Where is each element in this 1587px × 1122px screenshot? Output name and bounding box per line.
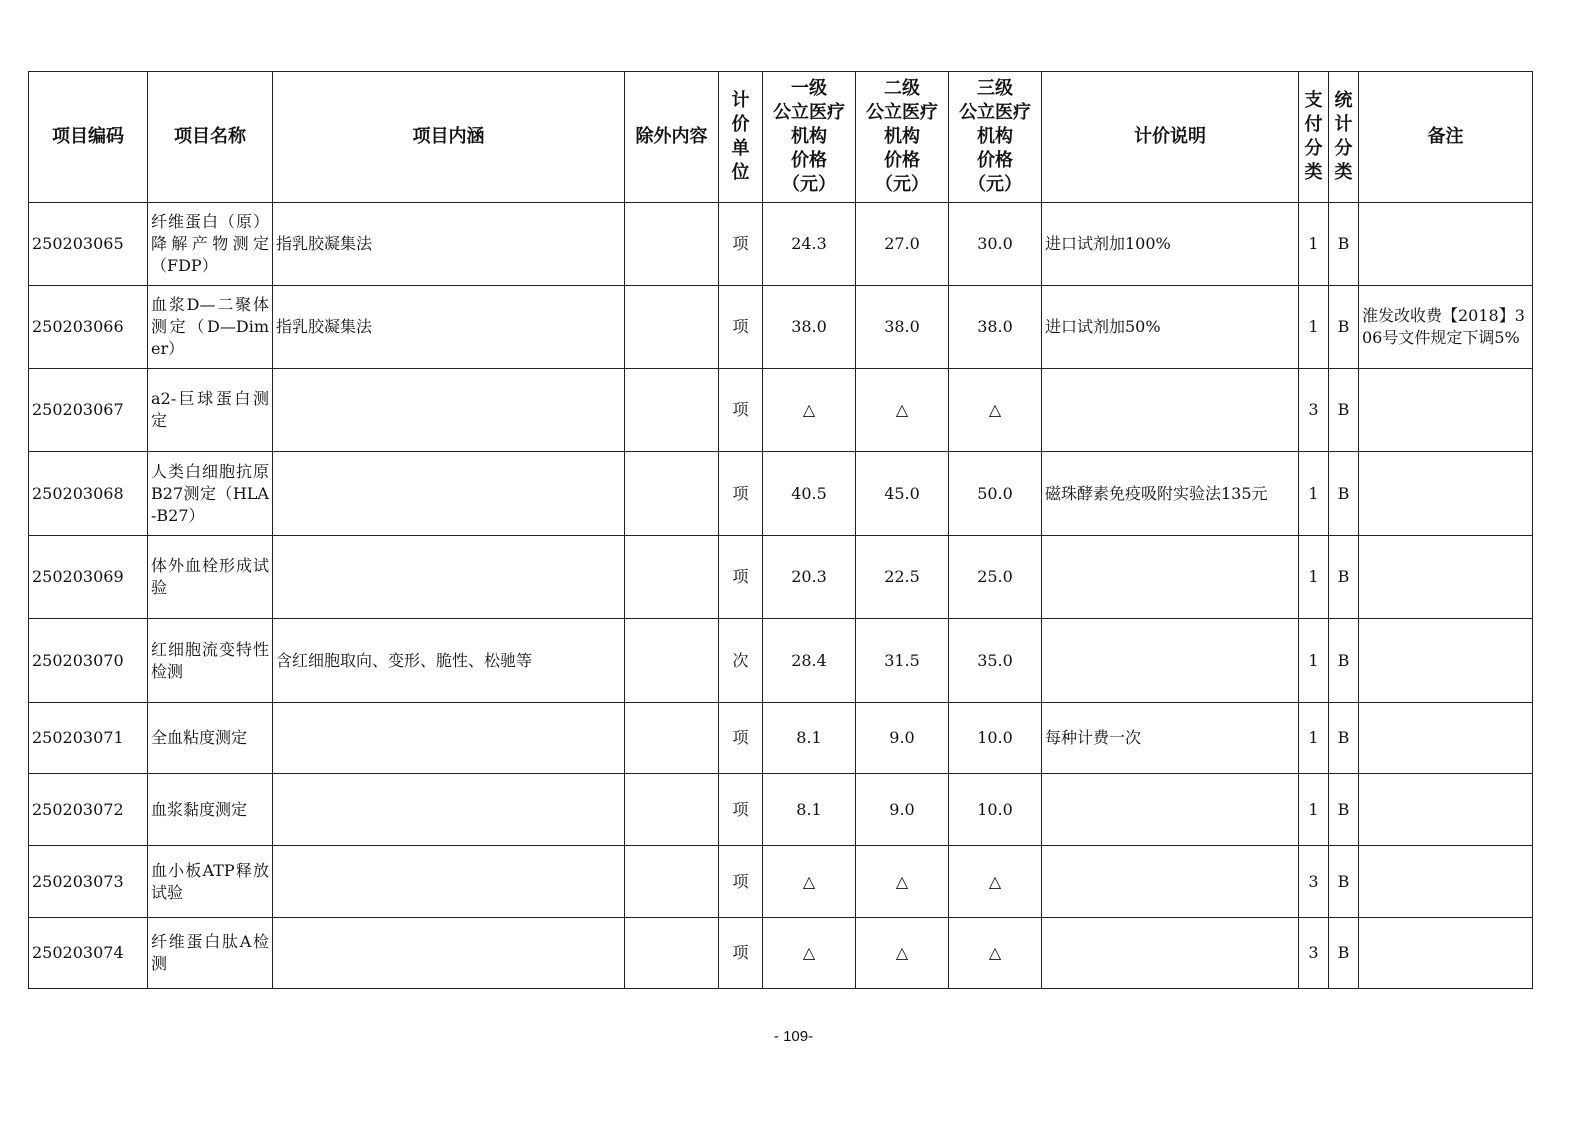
stat-class: B bbox=[1329, 203, 1359, 286]
item-exclude bbox=[625, 536, 719, 619]
price-level1: △ bbox=[763, 918, 856, 989]
item-name: 血浆D—二聚体测定（D—Dimer） bbox=[148, 286, 273, 369]
item-code: 250203073 bbox=[29, 846, 148, 918]
item-unit: 项 bbox=[719, 203, 763, 286]
price-level2: 9.0 bbox=[856, 774, 949, 846]
item-note bbox=[1359, 619, 1533, 703]
item-exclude bbox=[625, 846, 719, 918]
item-unit: 次 bbox=[719, 619, 763, 703]
payment-class: 1 bbox=[1299, 452, 1329, 536]
item-unit: 项 bbox=[719, 536, 763, 619]
item-name: 红细胞流变特性检测 bbox=[148, 619, 273, 703]
item-content bbox=[273, 918, 625, 989]
header-exclude: 除外内容 bbox=[625, 72, 719, 203]
price-level1: 40.5 bbox=[763, 452, 856, 536]
table-row bbox=[29, 536, 1533, 619]
item-note bbox=[1359, 203, 1533, 286]
price-description bbox=[1042, 774, 1299, 846]
stat-class: B bbox=[1329, 536, 1359, 619]
item-code: 250203074 bbox=[29, 918, 148, 989]
item-unit: 项 bbox=[719, 703, 763, 774]
price-level3: 30.0 bbox=[949, 203, 1042, 286]
price-level2: 45.0 bbox=[856, 452, 949, 536]
table-row bbox=[29, 286, 1533, 369]
payment-class: 1 bbox=[1299, 703, 1329, 774]
stat-class: B bbox=[1329, 846, 1359, 918]
price-description bbox=[1042, 918, 1299, 989]
item-content: 指乳胶凝集法 bbox=[273, 286, 625, 369]
item-exclude bbox=[625, 286, 719, 369]
price-description bbox=[1042, 369, 1299, 452]
payment-class: 1 bbox=[1299, 619, 1329, 703]
header-content: 项目内涵 bbox=[273, 72, 625, 203]
item-code: 250203072 bbox=[29, 774, 148, 846]
item-content: 含红细胞取向、变形、脆性、松驰等 bbox=[273, 619, 625, 703]
price-level3: 25.0 bbox=[949, 536, 1042, 619]
item-exclude bbox=[625, 703, 719, 774]
price-level2: 22.5 bbox=[856, 536, 949, 619]
payment-class: 1 bbox=[1299, 203, 1329, 286]
item-exclude bbox=[625, 918, 719, 989]
table-row bbox=[29, 846, 1533, 918]
item-exclude bbox=[625, 774, 719, 846]
header-payment-class bbox=[1299, 72, 1329, 203]
item-unit: 项 bbox=[719, 369, 763, 452]
item-content: 指乳胶凝集法 bbox=[273, 203, 625, 286]
item-name: 纤维蛋白肽A检测 bbox=[148, 918, 273, 989]
item-code: 250203067 bbox=[29, 369, 148, 452]
price-description bbox=[1042, 619, 1299, 703]
price-description: 进口试剂加50% bbox=[1042, 286, 1299, 369]
item-exclude bbox=[625, 203, 719, 286]
price-level1: 24.3 bbox=[763, 203, 856, 286]
price-level2: 27.0 bbox=[856, 203, 949, 286]
price-level2: 38.0 bbox=[856, 286, 949, 369]
item-unit: 项 bbox=[719, 452, 763, 536]
item-note bbox=[1359, 774, 1533, 846]
payment-class: 1 bbox=[1299, 774, 1329, 846]
price-description: 磁珠酵素免疫吸附实验法135元 bbox=[1042, 452, 1299, 536]
item-code: 250203068 bbox=[29, 452, 148, 536]
header-pay-text: 支付分类 bbox=[1304, 90, 1323, 183]
price-level1: △ bbox=[763, 846, 856, 918]
price-level2: 9.0 bbox=[856, 703, 949, 774]
price-level3: △ bbox=[949, 369, 1042, 452]
price-level3: △ bbox=[949, 846, 1042, 918]
item-code: 250203069 bbox=[29, 536, 148, 619]
price-level1: 8.1 bbox=[763, 703, 856, 774]
header-unit-text: 计价单位 bbox=[731, 90, 750, 183]
item-content bbox=[273, 369, 625, 452]
item-name: 人类白细胞抗原B27测定（HLA-B27） bbox=[148, 452, 273, 536]
header-description: 计价说明 bbox=[1042, 72, 1299, 203]
price-level3: 10.0 bbox=[949, 703, 1042, 774]
payment-class: 3 bbox=[1299, 918, 1329, 989]
price-level2: △ bbox=[856, 918, 949, 989]
price-level3: △ bbox=[949, 918, 1042, 989]
price-description: 每种计费一次 bbox=[1042, 703, 1299, 774]
item-name: 血小板ATP释放试验 bbox=[148, 846, 273, 918]
payment-class: 3 bbox=[1299, 369, 1329, 452]
price-level2: △ bbox=[856, 369, 949, 452]
item-name: 纤维蛋白（原）降解产物测定（FDP） bbox=[148, 203, 273, 286]
header-price-level1: 一级 公立医疗 机构 价格 （元） bbox=[763, 72, 856, 203]
header-note: 备注 bbox=[1359, 72, 1533, 203]
price-level1: △ bbox=[763, 369, 856, 452]
page-number: - 109- bbox=[773, 1028, 814, 1045]
header-unit bbox=[719, 72, 763, 203]
item-code: 250203071 bbox=[29, 703, 148, 774]
item-note bbox=[1359, 918, 1533, 989]
item-content bbox=[273, 846, 625, 918]
item-content bbox=[273, 536, 625, 619]
price-level3: 38.0 bbox=[949, 286, 1042, 369]
price-level1: 8.1 bbox=[763, 774, 856, 846]
header-code: 项目编码 bbox=[29, 72, 148, 203]
payment-class: 1 bbox=[1299, 536, 1329, 619]
price-level2: 31.5 bbox=[856, 619, 949, 703]
table-row bbox=[29, 619, 1533, 703]
item-exclude bbox=[625, 369, 719, 452]
stat-class: B bbox=[1329, 452, 1359, 536]
price-level2: △ bbox=[856, 846, 949, 918]
stat-class: B bbox=[1329, 369, 1359, 452]
price-level3: 35.0 bbox=[949, 619, 1042, 703]
header-stat-text: 统计分类 bbox=[1334, 90, 1353, 183]
item-name: 血浆黏度测定 bbox=[148, 774, 273, 846]
table-row bbox=[29, 918, 1533, 989]
table-row bbox=[29, 203, 1533, 286]
price-level3: 10.0 bbox=[949, 774, 1042, 846]
price-level3: 50.0 bbox=[949, 452, 1042, 536]
item-exclude bbox=[625, 452, 719, 536]
item-note bbox=[1359, 452, 1533, 536]
header-price-level3: 三级 公立医疗 机构 价格 （元） bbox=[949, 72, 1042, 203]
item-unit: 项 bbox=[719, 286, 763, 369]
price-level1: 20.3 bbox=[763, 536, 856, 619]
header-price-level2: 二级 公立医疗 机构 价格 （元） bbox=[856, 72, 949, 203]
item-code: 250203065 bbox=[29, 203, 148, 286]
stat-class: B bbox=[1329, 286, 1359, 369]
item-name: a2-巨球蛋白测定 bbox=[148, 369, 273, 452]
header-stat-class bbox=[1329, 72, 1359, 203]
item-unit: 项 bbox=[719, 774, 763, 846]
item-unit: 项 bbox=[719, 846, 763, 918]
item-note: 淮发改收费【2018】306号文件规定下调5% bbox=[1359, 286, 1533, 369]
item-content bbox=[273, 774, 625, 846]
price-description bbox=[1042, 846, 1299, 918]
header-row bbox=[29, 72, 1533, 203]
price-description: 进口试剂加100% bbox=[1042, 203, 1299, 286]
item-note bbox=[1359, 536, 1533, 619]
price-table bbox=[28, 71, 1533, 989]
item-code: 250203070 bbox=[29, 619, 148, 703]
payment-class: 1 bbox=[1299, 286, 1329, 369]
table-row bbox=[29, 774, 1533, 846]
item-code: 250203066 bbox=[29, 286, 148, 369]
stat-class: B bbox=[1329, 703, 1359, 774]
stat-class: B bbox=[1329, 619, 1359, 703]
price-level1: 38.0 bbox=[763, 286, 856, 369]
item-unit: 项 bbox=[719, 918, 763, 989]
table-body bbox=[29, 203, 1533, 989]
price-description bbox=[1042, 536, 1299, 619]
item-exclude bbox=[625, 619, 719, 703]
item-note bbox=[1359, 703, 1533, 774]
table-row bbox=[29, 369, 1533, 452]
stat-class: B bbox=[1329, 774, 1359, 846]
header-name: 项目名称 bbox=[148, 72, 273, 203]
item-name: 全血粘度测定 bbox=[148, 703, 273, 774]
stat-class: B bbox=[1329, 918, 1359, 989]
item-name: 体外血栓形成试验 bbox=[148, 536, 273, 619]
item-note bbox=[1359, 846, 1533, 918]
table-row bbox=[29, 452, 1533, 536]
item-content bbox=[273, 703, 625, 774]
item-note bbox=[1359, 369, 1533, 452]
payment-class: 3 bbox=[1299, 846, 1329, 918]
item-content bbox=[273, 452, 625, 536]
price-level1: 28.4 bbox=[763, 619, 856, 703]
table-row bbox=[29, 703, 1533, 774]
